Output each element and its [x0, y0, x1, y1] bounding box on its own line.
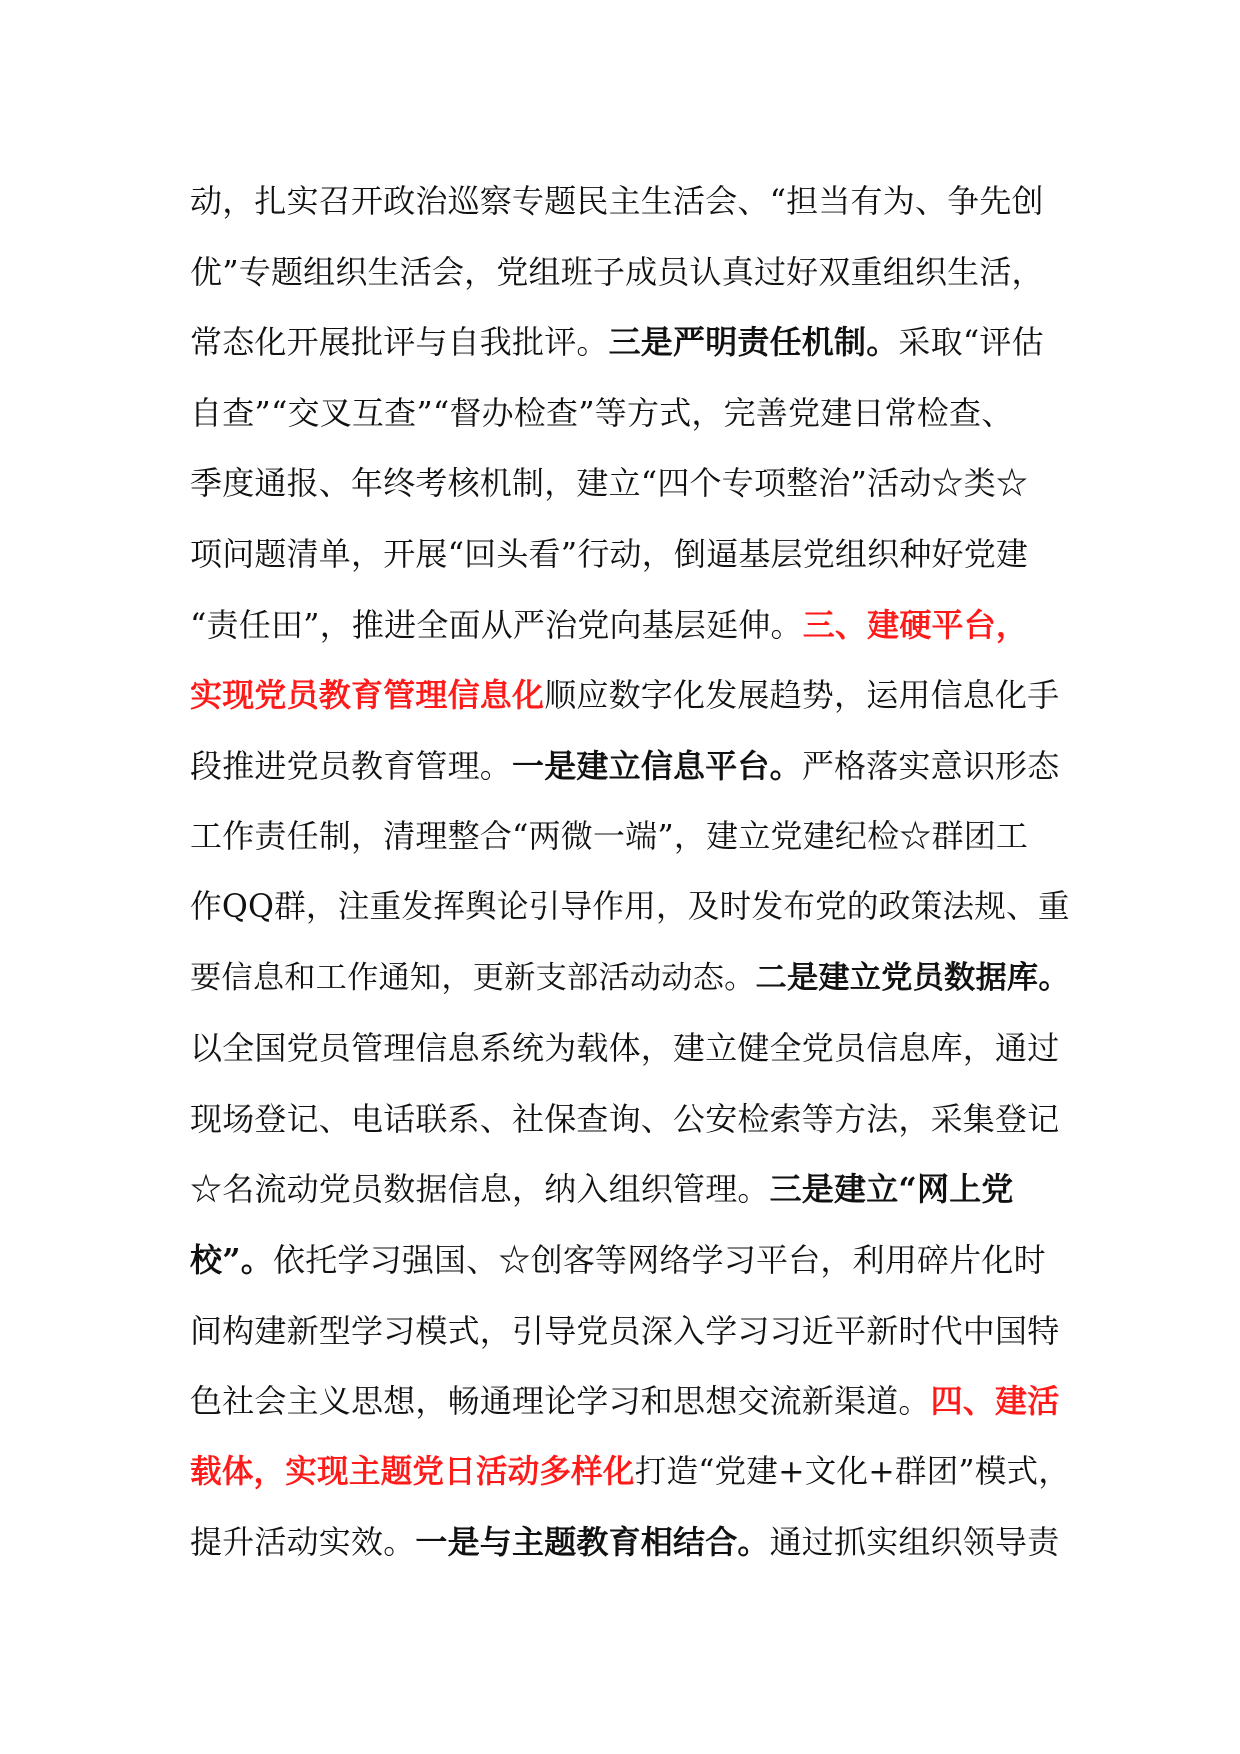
text-line — [190, 166, 1070, 237]
text-line — [190, 519, 1070, 590]
section-heading-run: 载体，实现主题党日活动多样化 — [190, 1452, 635, 1490]
text-line — [190, 1366, 1070, 1437]
body-text-run: 工作责任制，清理整合“两微一端”，建立党建纪检☆群团工 — [190, 817, 1029, 856]
text-line — [190, 1507, 1070, 1578]
text-line — [190, 943, 1070, 1014]
bold-heading-run: 校”。 — [190, 1240, 274, 1279]
text-line — [190, 1296, 1070, 1367]
text-line — [190, 660, 1070, 731]
body-text-run: 顺应数字化发展趋势，运用信息化手 — [544, 676, 1060, 715]
body-text-run: 以全国党员管理信息系统为载体，建立健全党员信息库，通过 — [190, 1029, 1060, 1068]
body-text-run: 依托学习强国、☆创客等网络学习平台，利用碎片化时 — [273, 1240, 1046, 1279]
text-line — [190, 237, 1070, 308]
body-text-run: 打造“党建+文化+群团”模式， — [634, 1453, 1071, 1490]
body-text-run: 要信息和工作通知，更新支部活动动态。 — [190, 959, 756, 996]
text-line — [190, 801, 1070, 872]
body-text-run: 间构建新型学习模式，引导党员深入学习习近平新时代中国特 — [190, 1311, 1060, 1350]
body-text-run: 项问题清单，开展“回头看”行动，倒逼基层党组织种好党建 — [190, 534, 1029, 573]
section-heading-run: 实现党员教育管理信息化 — [190, 676, 545, 715]
body-text-run: 动，扎实召开政治巡察专题民主生活会、“担当有为、争先创 — [190, 182, 1044, 220]
text-line — [190, 378, 1070, 449]
text-line — [190, 590, 1070, 661]
text-line — [190, 1225, 1070, 1296]
body-text-run: 提升活动实效。 — [190, 1523, 416, 1562]
bold-heading-run: 一是与主题教育相结合。 — [415, 1523, 770, 1562]
body-text-run: 优”专题组织生活会，党组班子成员认真过好双重组织生活， — [190, 252, 1044, 291]
bold-heading-run: 三是建立“网上党 — [769, 1170, 1014, 1209]
text-line — [190, 1154, 1070, 1225]
body-text-run: 通过抓实组织领导责 — [769, 1523, 1060, 1562]
body-text — [190, 166, 1070, 1578]
body-text-run: “责任田”，推进全面从严治党向基层延伸。 — [190, 605, 803, 644]
text-line — [190, 731, 1070, 802]
body-text-run: 常态化开展批评与自我批评。 — [190, 323, 609, 362]
body-text-run: 现场登记、电话联系、社保查询、公安检索等方法，采集登记 — [190, 1099, 1060, 1138]
bold-heading-run: 一是建立信息平台。 — [512, 746, 802, 785]
body-text-run: 自查”“交叉互查”“督办检查”等方式，完善党建日常检查、 — [190, 393, 1014, 432]
body-text-run: 采取“评估 — [898, 323, 1044, 362]
section-heading-run: 三、建硬平台， — [802, 605, 1029, 644]
body-text-run: 严格落实意识形态 — [801, 746, 1060, 785]
text-line — [190, 1084, 1070, 1155]
bold-heading-run: 二是建立党员数据库。 — [755, 959, 1070, 996]
text-line — [190, 307, 1070, 378]
body-text-run: 色社会主义思想，畅通理论学习和思想交流新渠道。 — [190, 1382, 931, 1421]
text-line — [190, 448, 1070, 519]
text-line — [190, 1437, 1070, 1508]
text-line — [190, 872, 1070, 943]
bold-heading-run: 三是严明责任机制。 — [608, 323, 899, 362]
body-text-run: 段推进党员教育管理。 — [190, 746, 513, 785]
text-line — [190, 1013, 1070, 1084]
section-heading-run: 四、建活 — [930, 1382, 1060, 1421]
body-text-run: 季度通报、年终考核机制，建立“四个专项整治”活动☆类☆ — [190, 464, 1029, 503]
body-text-run: ☆名流动党员数据信息，纳入组织管理。 — [190, 1170, 770, 1209]
body-text-run: 作QQ群，注重发挥舆论引导作用，及时发布党的政策法规、重 — [190, 888, 1070, 925]
